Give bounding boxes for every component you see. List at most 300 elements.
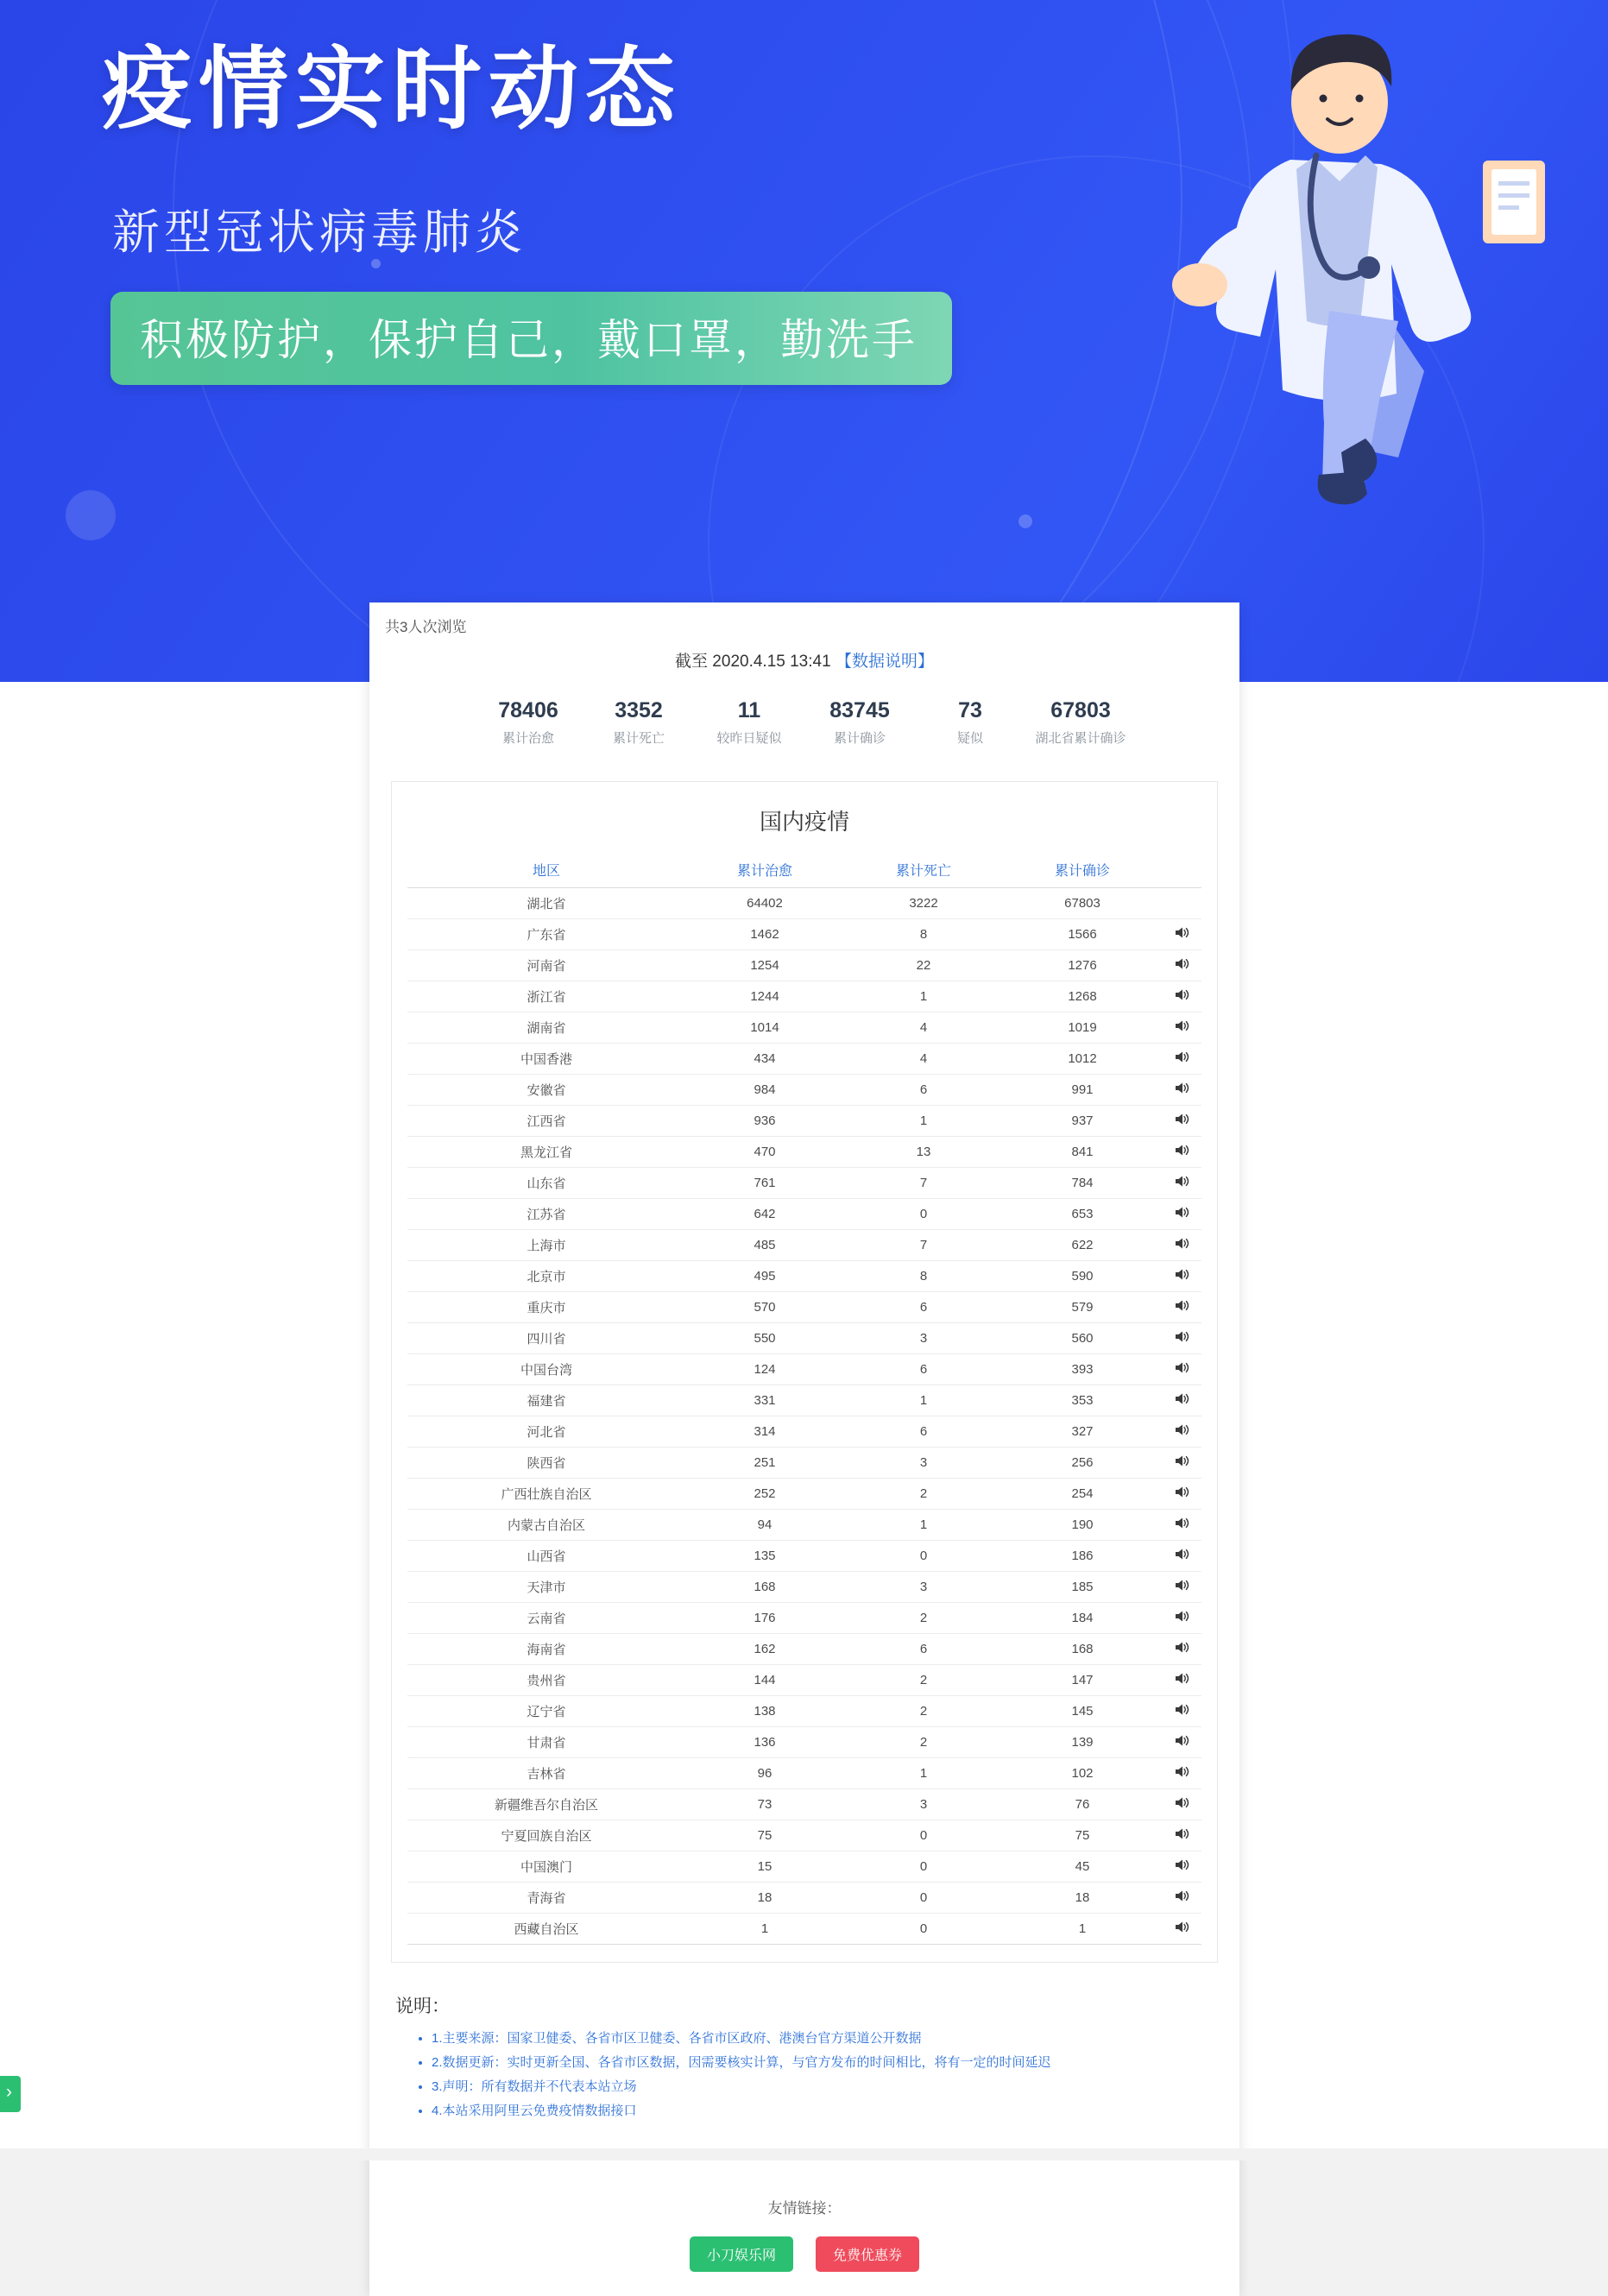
cell-action (1162, 1323, 1201, 1354)
speaker-icon[interactable] (1175, 1299, 1189, 1312)
col-cured[interactable]: 累计治愈 (685, 854, 844, 888)
speaker-icon[interactable] (1175, 1113, 1189, 1126)
cell-region: 西藏自治区 (407, 1914, 685, 1945)
panel-title: 国内疫情 (759, 809, 849, 836)
speaker-icon[interactable] (1175, 1330, 1189, 1343)
hero-title: 疫情实时动态 (102, 40, 683, 140)
speaker-icon[interactable] (1175, 1921, 1189, 1933)
stat-value: 3352 (615, 698, 663, 722)
cell-cured: 1 (685, 1914, 844, 1945)
table-row (407, 1354, 1201, 1385)
cell-dead: 2 (844, 1696, 1003, 1727)
cell-action (1162, 888, 1201, 919)
cell-region: 宁夏回族自治区 (407, 1820, 685, 1851)
cell-dead: 2 (844, 1665, 1003, 1696)
cell-cured: 124 (685, 1354, 844, 1385)
decorative-dot (66, 490, 116, 540)
hero-banner (0, 0, 1608, 682)
cell-cured: 1254 (685, 950, 844, 981)
as-of-text: 截至 2020.4.15 13:41 (675, 653, 836, 671)
speaker-icon[interactable] (1175, 1050, 1189, 1063)
cell-cured: 1462 (685, 919, 844, 950)
table-row (407, 1541, 1201, 1572)
cell-action (1162, 1665, 1201, 1696)
table-row (407, 1634, 1201, 1665)
cell-dead: 7 (844, 1168, 1003, 1199)
table-row (407, 1012, 1201, 1044)
speaker-icon[interactable] (1175, 1610, 1189, 1623)
cell-region: 福建省 (407, 1385, 685, 1416)
cell-action (1162, 919, 1201, 950)
cell-dead: 13 (844, 1137, 1003, 1168)
epidemic-table (407, 854, 1201, 1945)
cell-confirmed: 67803 (1003, 888, 1162, 919)
speak-button[interactable] (1175, 1858, 1189, 1871)
table-row (407, 1603, 1201, 1634)
cell-action (1162, 981, 1201, 1012)
cell-dead: 0 (844, 1541, 1003, 1572)
cell-action (1162, 1758, 1201, 1789)
table-row (407, 1230, 1201, 1261)
speaker-icon[interactable] (1175, 1734, 1189, 1747)
cell-action (1162, 1572, 1201, 1603)
table-row (407, 1572, 1201, 1603)
cell-action (1162, 1012, 1201, 1044)
cell-cured: 485 (685, 1230, 844, 1261)
stat-item (694, 697, 804, 747)
cell-dead: 0 (844, 1820, 1003, 1851)
speak-button[interactable] (1175, 1019, 1189, 1032)
speaker-icon[interactable] (1175, 1858, 1189, 1871)
speaker-icon[interactable] (1175, 1423, 1189, 1436)
speak-button[interactable] (1175, 1330, 1189, 1343)
table-row (407, 1914, 1201, 1945)
cell-confirmed: 147 (1003, 1665, 1162, 1696)
speak-button[interactable] (1175, 1175, 1189, 1188)
cell-action (1162, 1603, 1201, 1634)
cell-dead: 3 (844, 1448, 1003, 1479)
cell-region: 湖北省 (407, 888, 685, 919)
cell-confirmed: 185 (1003, 1572, 1162, 1603)
speak-button[interactable] (1175, 1050, 1189, 1063)
cell-cured: 252 (685, 1479, 844, 1510)
table-row (407, 1106, 1201, 1137)
cell-cured: 495 (685, 1261, 844, 1292)
cell-confirmed: 622 (1003, 1230, 1162, 1261)
cell-action (1162, 950, 1201, 981)
speak-button[interactable] (1175, 1423, 1189, 1436)
speaker-icon[interactable] (1175, 1175, 1189, 1188)
speaker-icon[interactable] (1175, 1019, 1189, 1032)
cell-dead: 8 (844, 919, 1003, 950)
speaker-icon[interactable] (1175, 1517, 1189, 1530)
speak-button[interactable] (1175, 1672, 1189, 1685)
cell-region: 云南省 (407, 1603, 685, 1634)
speaker-icon[interactable] (1175, 1454, 1189, 1467)
cell-region: 重庆市 (407, 1292, 685, 1323)
speak-button[interactable] (1175, 1237, 1189, 1250)
data-note-link[interactable]: 【数据说明】 (835, 653, 934, 671)
cell-dead: 0 (844, 1851, 1003, 1883)
speak-button[interactable] (1175, 1610, 1189, 1623)
table-row (407, 1727, 1201, 1758)
stat-value: 78406 (498, 698, 558, 722)
cell-cured: 168 (685, 1572, 844, 1603)
cell-cured: 176 (685, 1603, 844, 1634)
cell-confirmed: 254 (1003, 1479, 1162, 1510)
cell-region: 辽宁省 (407, 1696, 685, 1727)
content-card (369, 602, 1239, 2296)
cell-region: 陕西省 (407, 1448, 685, 1479)
speaker-icon[interactable] (1175, 1579, 1189, 1592)
speaker-icon[interactable] (1175, 1485, 1189, 1498)
table-body (407, 888, 1201, 1945)
table-row (407, 1075, 1201, 1106)
stat-label: 累计治愈 (501, 731, 554, 747)
speak-button[interactable] (1175, 1361, 1189, 1374)
table-row (407, 1789, 1201, 1820)
cell-cured: 434 (685, 1044, 844, 1075)
note-text: 2.数据更新：实时更新全国、各省市区数据，因需要核实计算，与官方发布的时间相比，将有一定的时间延迟 (432, 2055, 1051, 2070)
notes-title: 说明： (395, 1996, 450, 2017)
cell-action (1162, 1354, 1201, 1385)
speak-button[interactable] (1175, 1796, 1189, 1809)
cell-cured: 550 (685, 1323, 844, 1354)
cell-confirmed: 653 (1003, 1199, 1162, 1230)
speaker-icon[interactable] (1175, 1206, 1189, 1219)
bottom-strip (0, 2148, 1608, 2160)
hero-slogan: 积极防护，保护自己，戴口罩，勤洗手 (110, 292, 952, 385)
cell-dead: 3 (844, 1789, 1003, 1820)
cell-confirmed: 184 (1003, 1603, 1162, 1634)
table-row (407, 1510, 1201, 1541)
cell-region: 山西省 (407, 1541, 685, 1572)
speak-button[interactable] (1175, 957, 1189, 970)
cell-dead: 4 (844, 1044, 1003, 1075)
cell-action (1162, 1883, 1201, 1914)
speaker-icon[interactable] (1175, 957, 1189, 970)
cell-confirmed: 353 (1003, 1385, 1162, 1416)
speak-button[interactable] (1175, 1206, 1189, 1219)
table-row (407, 1323, 1201, 1354)
note-item (432, 2027, 1214, 2051)
cell-confirmed: 1268 (1003, 981, 1162, 1012)
cell-dead: 7 (844, 1230, 1003, 1261)
table-row (407, 1385, 1201, 1416)
cell-cured: 144 (685, 1665, 844, 1696)
speaker-icon[interactable] (1175, 1641, 1189, 1654)
friend-links-label: 友情链接： (767, 2200, 842, 2217)
table-row (407, 1416, 1201, 1448)
table-row (407, 888, 1201, 919)
speak-button[interactable] (1175, 1641, 1189, 1654)
as-of-line (369, 648, 1239, 672)
cell-cured: 331 (685, 1385, 844, 1416)
cell-region: 上海市 (407, 1230, 685, 1261)
cell-confirmed: 168 (1003, 1634, 1162, 1665)
domestic-epidemic-panel (391, 781, 1218, 1963)
cell-region: 江西省 (407, 1106, 685, 1137)
cell-action (1162, 1106, 1201, 1137)
notes-list (395, 2027, 1214, 2123)
cell-region: 天津市 (407, 1572, 685, 1603)
cell-action (1162, 1510, 1201, 1541)
cell-region: 四川省 (407, 1323, 685, 1354)
cell-region: 北京市 (407, 1261, 685, 1292)
table-row (407, 1883, 1201, 1914)
summary-stats (369, 697, 1239, 747)
note-text: 4.本站采用阿里云免费疫情数据接口 (432, 2103, 637, 2118)
speaker-icon[interactable] (1175, 1144, 1189, 1157)
stat-value: 73 (958, 698, 982, 722)
cell-action (1162, 1044, 1201, 1075)
cell-cured: 162 (685, 1634, 844, 1665)
speak-button[interactable] (1175, 1392, 1189, 1405)
cell-confirmed: 579 (1003, 1292, 1162, 1323)
cell-confirmed: 75 (1003, 1820, 1162, 1851)
cell-confirmed: 841 (1003, 1137, 1162, 1168)
cell-region: 黑龙江省 (407, 1137, 685, 1168)
speaker-icon[interactable] (1175, 926, 1189, 939)
cell-region: 中国台湾 (407, 1354, 685, 1385)
cell-cured: 936 (685, 1106, 844, 1137)
speak-button[interactable] (1175, 1517, 1189, 1530)
cell-confirmed: 937 (1003, 1106, 1162, 1137)
cell-confirmed: 186 (1003, 1541, 1162, 1572)
cell-cured: 73 (685, 1789, 844, 1820)
notes-section (395, 1992, 1214, 2123)
cell-action (1162, 1137, 1201, 1168)
table-row (407, 1261, 1201, 1292)
table-row (407, 950, 1201, 981)
table-row (407, 981, 1201, 1012)
cell-dead: 6 (844, 1354, 1003, 1385)
speak-button[interactable] (1175, 1485, 1189, 1498)
speaker-icon[interactable] (1175, 1361, 1189, 1374)
cell-region: 湖南省 (407, 1012, 685, 1044)
cell-action (1162, 1199, 1201, 1230)
friend-link-2[interactable]: 免费优惠券 (816, 2236, 919, 2272)
cell-action (1162, 1075, 1201, 1106)
cell-action (1162, 1261, 1201, 1292)
cell-region: 中国香港 (407, 1044, 685, 1075)
speak-button[interactable] (1175, 1703, 1189, 1716)
cell-confirmed: 1566 (1003, 919, 1162, 950)
cell-dead: 1 (844, 1510, 1003, 1541)
cell-dead: 1 (844, 981, 1003, 1012)
speak-button[interactable] (1175, 1921, 1189, 1933)
speaker-icon[interactable] (1175, 1548, 1189, 1561)
stat-label: 湖北省累计确诊 (1035, 731, 1126, 747)
cell-region: 浙江省 (407, 981, 685, 1012)
cell-cured: 96 (685, 1758, 844, 1789)
speak-button[interactable] (1175, 1268, 1189, 1281)
cell-action (1162, 1292, 1201, 1323)
speaker-icon[interactable] (1175, 1672, 1189, 1685)
cell-cured: 761 (685, 1168, 844, 1199)
cell-dead: 2 (844, 1603, 1003, 1634)
cell-cured: 1014 (685, 1012, 844, 1044)
cell-region: 中国澳门 (407, 1851, 685, 1883)
speaker-icon[interactable] (1175, 1703, 1189, 1716)
speaker-icon[interactable] (1175, 1889, 1189, 1902)
table-row (407, 1199, 1201, 1230)
cell-confirmed: 327 (1003, 1416, 1162, 1448)
cell-confirmed: 393 (1003, 1354, 1162, 1385)
cell-action (1162, 1789, 1201, 1820)
cell-confirmed: 1 (1003, 1914, 1162, 1945)
cell-dead: 6 (844, 1292, 1003, 1323)
cell-dead: 3222 (844, 888, 1003, 919)
speak-button[interactable] (1175, 1548, 1189, 1561)
table-row (407, 1292, 1201, 1323)
table-row (407, 1044, 1201, 1075)
table-row (407, 1168, 1201, 1199)
cell-confirmed: 45 (1003, 1851, 1162, 1883)
cell-region: 江苏省 (407, 1199, 685, 1230)
speak-button[interactable] (1175, 1889, 1189, 1902)
table-row (407, 1851, 1201, 1883)
cell-dead: 3 (844, 1323, 1003, 1354)
speaker-icon[interactable] (1175, 1796, 1189, 1809)
cell-region: 新疆维吾尔自治区 (407, 1789, 685, 1820)
stat-label: 累计死亡 (612, 731, 665, 747)
cell-action (1162, 1385, 1201, 1416)
table-row (407, 1758, 1201, 1789)
stat-value: 83745 (829, 698, 890, 722)
speaker-icon[interactable] (1175, 1268, 1189, 1281)
cell-confirmed: 76 (1003, 1789, 1162, 1820)
speaker-icon[interactable] (1175, 1237, 1189, 1250)
cell-dead: 6 (844, 1075, 1003, 1106)
stat-label: 疑似 (956, 731, 983, 747)
col-dead[interactable]: 累计死亡 (844, 854, 1003, 888)
cell-action (1162, 1230, 1201, 1261)
cell-cured: 136 (685, 1727, 844, 1758)
note-text: 1.主要来源：国家卫健委、各省市区卫健委、各省市区政府、港澳台官方渠道公开数据 (432, 2031, 922, 2047)
cell-confirmed: 1019 (1003, 1012, 1162, 1044)
cell-confirmed: 256 (1003, 1448, 1162, 1479)
cell-region: 广东省 (407, 919, 685, 950)
cell-region: 青海省 (407, 1883, 685, 1914)
cell-action (1162, 1541, 1201, 1572)
cell-dead: 0 (844, 1883, 1003, 1914)
cell-confirmed: 102 (1003, 1758, 1162, 1789)
cell-cured: 18 (685, 1883, 844, 1914)
cell-action (1162, 1634, 1201, 1665)
stat-item (1025, 697, 1136, 747)
note-item (432, 2099, 1214, 2123)
table-header-row (407, 854, 1201, 888)
speaker-icon[interactable] (1175, 1827, 1189, 1840)
table-row (407, 919, 1201, 950)
speaker-icon[interactable] (1175, 1082, 1189, 1094)
visit-counter: 共3人次浏览 (385, 619, 467, 635)
cell-dead: 1 (844, 1385, 1003, 1416)
stat-item (583, 697, 694, 747)
stat-value: 11 (737, 698, 761, 722)
speak-button[interactable] (1175, 1113, 1189, 1126)
cell-cured: 15 (685, 1851, 844, 1883)
cell-region: 海南省 (407, 1634, 685, 1665)
speak-button[interactable] (1175, 926, 1189, 939)
cell-action (1162, 1696, 1201, 1727)
cell-cured: 64402 (685, 888, 844, 919)
speak-button[interactable] (1175, 1299, 1189, 1312)
speak-button[interactable] (1175, 1827, 1189, 1840)
table-row (407, 1820, 1201, 1851)
cell-action (1162, 1851, 1201, 1883)
cell-region: 河南省 (407, 950, 685, 981)
side-panel-toggle[interactable] (0, 2076, 21, 2112)
speak-button[interactable] (1175, 1144, 1189, 1157)
cell-cured: 251 (685, 1448, 844, 1479)
speaker-icon[interactable] (1175, 1765, 1189, 1778)
cell-dead: 6 (844, 1634, 1003, 1665)
cell-action (1162, 1479, 1201, 1510)
cell-dead: 0 (844, 1914, 1003, 1945)
cell-region: 甘肃省 (407, 1727, 685, 1758)
table-row (407, 1696, 1201, 1727)
col-confirmed[interactable]: 累计确诊 (1003, 854, 1162, 888)
speak-button[interactable] (1175, 988, 1189, 1001)
speak-button[interactable] (1175, 1734, 1189, 1747)
speak-button[interactable] (1175, 1082, 1189, 1094)
cell-region: 贵州省 (407, 1665, 685, 1696)
cell-action (1162, 1416, 1201, 1448)
cell-confirmed: 18 (1003, 1883, 1162, 1914)
decorative-dot (1018, 514, 1032, 528)
cell-confirmed: 991 (1003, 1075, 1162, 1106)
cell-region: 安徽省 (407, 1075, 685, 1106)
cell-confirmed: 1276 (1003, 950, 1162, 981)
col-action (1162, 854, 1201, 888)
cell-dead: 2 (844, 1479, 1003, 1510)
cell-cured: 138 (685, 1696, 844, 1727)
cell-action (1162, 1448, 1201, 1479)
cell-region: 河北省 (407, 1416, 685, 1448)
hero-subtitle: 新型冠状病毒肺炎 (112, 205, 527, 259)
note-text: 3.声明：所有数据并不代表本站立场 (432, 2078, 637, 2094)
cell-cured: 984 (685, 1075, 844, 1106)
friend-link-1[interactable]: 小刀娱乐网 (690, 2236, 793, 2272)
cell-action (1162, 1820, 1201, 1851)
stat-value: 67803 (1050, 698, 1111, 722)
note-item (432, 2075, 1214, 2099)
cell-cured: 570 (685, 1292, 844, 1323)
cell-cured: 94 (685, 1510, 844, 1541)
table-row (407, 1448, 1201, 1479)
cell-confirmed: 190 (1003, 1510, 1162, 1541)
cell-action (1162, 1168, 1201, 1199)
speak-button[interactable] (1175, 1579, 1189, 1592)
speak-button[interactable] (1175, 1454, 1189, 1467)
cell-region: 内蒙古自治区 (407, 1510, 685, 1541)
speak-button[interactable] (1175, 1765, 1189, 1778)
cell-region: 山东省 (407, 1168, 685, 1199)
stat-label: 累计确诊 (833, 731, 886, 747)
cell-confirmed: 590 (1003, 1261, 1162, 1292)
cell-dead: 0 (844, 1199, 1003, 1230)
speaker-icon[interactable] (1175, 988, 1189, 1001)
cell-confirmed: 1012 (1003, 1044, 1162, 1075)
cell-confirmed: 784 (1003, 1168, 1162, 1199)
cell-dead: 22 (844, 950, 1003, 981)
speaker-icon[interactable] (1175, 1392, 1189, 1405)
col-region[interactable]: 地区 (407, 854, 685, 888)
stat-item (915, 697, 1025, 747)
cell-cured: 314 (685, 1416, 844, 1448)
